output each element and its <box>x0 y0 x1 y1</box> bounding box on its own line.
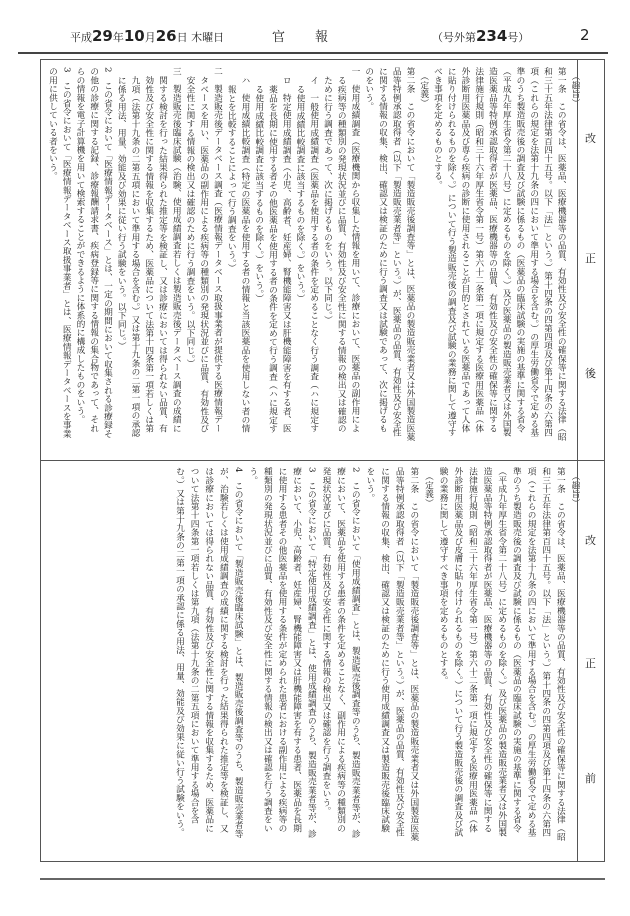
text-column: 一 使用成績調査（医療機関から収集した情報を用いて、診療において、医薬品の副作用によ <box>350 67 360 433</box>
footer-rule <box>40 878 605 880</box>
text-column: 第一条 この省令は、医薬品、医療機器等の品質、有効性及び安全性の確保等に関する法律（昭 <box>556 67 567 442</box>
text-column: 験の業務に関して遵守すべき事項を定めるものとする。 <box>438 467 449 685</box>
era: 平成 <box>70 31 92 44</box>
text-column: イ 一般使用成績調査（医薬品を使用する者の条件を定めることなく行う調査（ハに規定す <box>308 76 319 433</box>
text-column: る疾病等の種類別の発現状況並びに品質、有効性及び安全性に関する情報の検出又は確認の <box>336 76 347 433</box>
article-caption: （定義） <box>423 472 434 507</box>
article-caption: （趣旨） <box>570 72 580 107</box>
text-column: 安全性に関する情報の検出又は確認のために行う調査をいう。以下同じ。） <box>185 76 195 368</box>
text-column: う。 <box>247 467 258 485</box>
text-column: 4 この省令において「製造販売後臨床試験」とは、製造販売後調査等のうち、製造販売業者等 <box>233 467 244 838</box>
label-char: 正 <box>585 657 596 670</box>
text-column: 3 この省令において「特定使用成績調査」とは、使用成績調査のうち、製造販売業者等が、診 <box>306 467 317 838</box>
text-column: 第二条 この省令において「製造販売後調査等」とは、医薬品の製造販売業者又は外国製造医薬 <box>408 467 419 842</box>
text-column: が、治験若しくは使用成績調査の成績に関する検討を行った結果得られた推定等を検証し、又 <box>218 467 229 833</box>
text-column: は診療においては得られない品質、有効性及び安全性に関する情報を収集するため、医薬品に <box>203 467 214 833</box>
year-unit: 年 <box>112 31 124 44</box>
month-unit: 月 <box>144 31 156 44</box>
text-column: 3 この省令において「医療情報データベース取扱事業者」とは、医療情報データベースを事業 <box>61 67 72 438</box>
text-column: に使用する患者その他医薬品を使用する条件が定められた患者における副作用による疾病等の <box>277 467 287 833</box>
text-column: タベースを用い、医薬品の副作用による疾病等の種類別の発現状況並びに品質、有効性及び <box>198 76 209 433</box>
previous-text-section <box>41 460 579 863</box>
text-column: に係る用法、用量、効能及び効果に従い行う試験をいう。以下同じ。） <box>116 76 127 351</box>
text-column: 品等特例承認取得者（以下「製造販売業者等」という。）が、医薬品の品質、有効性及び安全性 <box>394 467 405 837</box>
previous-label <box>578 460 604 860</box>
text-column: 和三十五年法律第百四十五号。以下「法」という。）第十四条の四第四項及び第十四条の六第四 <box>540 467 551 837</box>
revised-text-section <box>41 60 579 460</box>
text-column: 発現状況並びに品質、有効性及び安全性に関する情報の検出又は確認を行う調査をいう。 <box>320 467 331 815</box>
text-column: 種類別の発現状況並びに品質、有効性及び安全性に関する情報の検出又は確認を行う調査をい <box>262 467 273 833</box>
issue-date <box>70 27 224 45</box>
text-column: に関する情報の収集、検出、確認又は検証のために行う調査又は試験であって、次に掲げるも <box>377 67 388 433</box>
article-caption: （趣旨） <box>570 472 580 507</box>
text-column: 効性及び安全性に関する情報を収集するため、医薬品について法第十四条第一項若しくは第 <box>143 76 154 433</box>
text-column: の用に供している者をいう。 <box>47 67 58 181</box>
issue-prefix: （号外第 <box>432 31 476 44</box>
text-column: らの情報を電子計算機を用いて検索することができるように体系的に構成したものをいう。 <box>75 67 85 424</box>
text-column: をいう。 <box>364 467 375 502</box>
text-column: ロ 特定使用成績調査（小児、高齢者、妊産婦、腎機能障害又は肝機能障害を有する者、医 <box>281 76 292 433</box>
text-column: 和三十五年法律第百四十五号。以下「法」という。）第十四条の四第四項及び第十四条の六第四 <box>542 67 553 437</box>
label-column <box>577 60 604 861</box>
gazette-title: 官報 <box>272 30 359 45</box>
text-column: 項（これらの規定を法第十九条の四において準用する場合を含む。）の厚生労働省令で定める基 <box>526 467 537 837</box>
text-column: 療において、小児、高齢者、妊産婦、腎機能障害又は肝機能障害を有する患者、医薬品を長期 <box>291 467 302 833</box>
text-column: る使用成績比較調査に該当するものを除く。）をいう。） <box>295 85 305 303</box>
text-column: 準のうち製造販売後の調査及び試験に係るもの（医薬品の臨床試験の実施の基準に関する省令 <box>515 67 525 433</box>
text-column: 九項（法第十九条の二第五項において準用する場合を含む。）又は第十九条の二第一項の承認 <box>130 76 140 438</box>
text-column: 2 この省令において「使用成績調査」とは、製造販売後調査等のうち、製造販売業者等が、診 <box>350 467 361 838</box>
revised-label <box>578 60 604 460</box>
text-column: ハ 使用成績比較調査（特定の医薬品を使用する者の情報と当該医薬品を使用しない者の情 <box>240 76 250 433</box>
issue-number <box>432 27 529 45</box>
issue-suffix: 号） <box>507 31 530 44</box>
text-column: ために行う調査であって、次に掲げるものをいう。以下同じ。） <box>322 76 333 324</box>
issue-number-value: 234 <box>476 27 508 45</box>
text-column: 品等特例承認取得者（以下「製造販売業者等」という。）が、医薬品の品質、有効性及び安全性 <box>391 67 402 437</box>
text-column: む。）又は第十九条の二第一項の承認に係る用法、用量、効能及び効果に従い行う試験をいう。 <box>174 467 185 837</box>
text-column: 第二条 この省令において「製造販売後調査等」とは、医薬品の製造販売業者又は外国製造医薬 <box>405 67 415 442</box>
text-column: （平成九年厚生省令第二十八号）に定めるものを除く。）及び医薬品の製造販売業者又は外国製 <box>501 67 512 437</box>
text-column: （平成九年厚生省令第二十八号）に定めるものを除く。）及び医薬品の製造販売業者又は外国製 <box>496 467 507 837</box>
article-caption: （定義） <box>418 72 429 107</box>
text-column: に関する情報の収集、検出、確認又は検証のために行う使用成績調査又は製造販売後臨床試験 <box>379 467 390 833</box>
text-column: 薬品を長期に使用する者その他医薬品を使用する者の条件を定めて行う調査（ハに規定す <box>267 85 278 433</box>
text-column: 報とを比較することによって行う調査をいう。） <box>226 85 237 273</box>
text-column: 法律施行規則（昭和三十六年厚生省令第一号）第六十二条第一項に規定する医療用医薬品（体 <box>467 467 478 833</box>
text-column: 療において、医薬品を使用する患者の条件を定めることなく、副作用による疾病等の種類別の <box>335 467 346 833</box>
label-char: 後 <box>585 367 596 380</box>
text-column: 二 製造販売後データベース調査（医療情報データベース取扱事業者が提供する医療情報デー <box>212 67 223 433</box>
text-column: る使用成績比較調査に該当するものを除く。）をいう。） <box>253 85 264 303</box>
day-unit: 日 <box>176 31 188 44</box>
header-rule <box>18 52 608 54</box>
text-column: 外診断用医薬品及び専ら疾病の診断に使用されることが目的とされている医薬品であって人体 <box>460 67 470 433</box>
day: 26 <box>155 27 177 45</box>
label-char: 前 <box>585 772 596 785</box>
year: 29 <box>92 27 113 45</box>
text-column: のをいう。 <box>363 67 374 111</box>
label-char: 改 <box>585 132 596 145</box>
text-column: の他の診療に関する記録、診療報酬請求書、疾病登録等に関する情報の集合物であって、それ <box>88 67 99 433</box>
label-char: 改 <box>585 534 596 547</box>
text-column: ついて法第十四条第一項若しくは第九項（法第十九条の二第五項において準用する場合を含 <box>189 467 200 824</box>
gazette-header <box>0 26 630 46</box>
text-column: 関する検討を行った結果得られた推定等を検証し、又は診療においては得られない品質、有 <box>157 76 168 433</box>
month: 10 <box>123 27 145 45</box>
text-column: 外診断用医薬品及び皮膚に貼り付けられるものを除く。）について行う製造販売後の調査及び試 <box>452 467 463 837</box>
text-column: に貼り付けられるものを除く。）について行う製造販売後の調査及び試験の業務に関して遵守す <box>446 67 457 437</box>
text-column: 三 製造販売後臨床試験（治験、使用成績調査若しくは製造販売後データベース調査の成績に <box>171 67 182 433</box>
comparison-table <box>40 59 605 862</box>
text-column: 2 この省令において「医療情報データベース」とは、一定の期間において収集される診療録そ <box>102 67 113 438</box>
weekday: 木曜日 <box>191 31 225 44</box>
text-column: 造医薬品等特例承認取得者が医薬品、医療機器等の品質、有効性及び安全性の確保等に関する <box>487 67 498 433</box>
text-column: 法律施行規則（昭和三十六年厚生省令第一号）第六十二条第一項に規定する医療用医薬品（体 <box>473 67 484 433</box>
text-column: 準のうち製造販売後の調査及び試験に係るもの（医薬品の臨床試験の実施の基準に関する省令 <box>511 467 522 833</box>
text-column: 第一条 この省令は、医薬品、医療機器等の品質、有効性及び安全性の確保等に関する法律（昭 <box>555 467 566 842</box>
label-char: 正 <box>585 252 596 265</box>
text-column: べき事項を定めるものとする。 <box>432 67 443 189</box>
text-column: 項（これらの規定を法第十九条の四において準用する場合を含む。）の厚生労働省令で定める基 <box>528 67 539 437</box>
text-column: 造医薬品等特例承認取得者が医薬品、医療機器等の品質、有効性及び安全性の確保等に関する <box>482 467 493 833</box>
page-number: 2 <box>580 26 590 44</box>
